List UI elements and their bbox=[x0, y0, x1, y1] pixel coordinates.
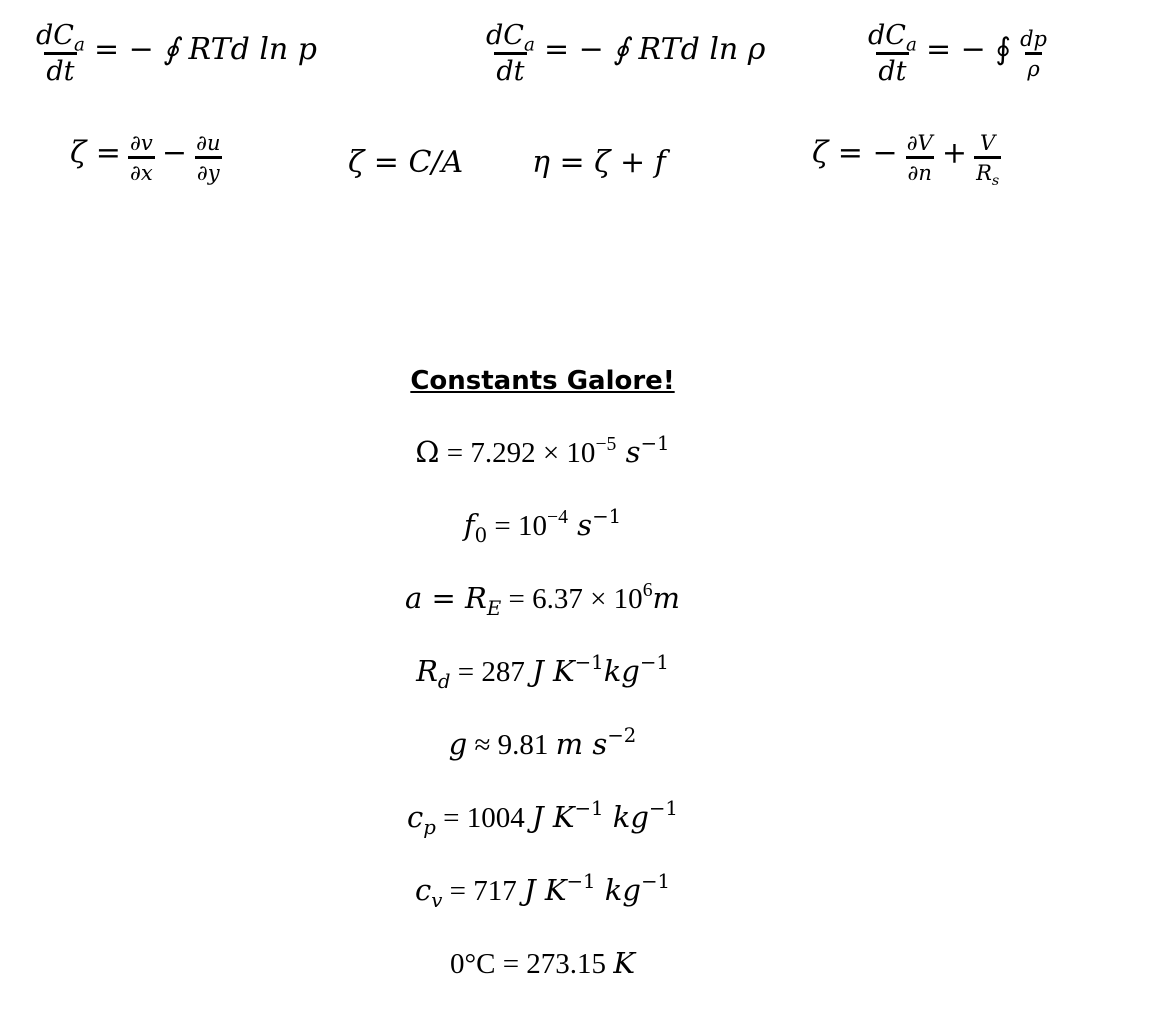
unit-2-exponent: −1 bbox=[639, 651, 669, 675]
exponent: −5 bbox=[595, 433, 617, 456]
denominator: ∂y bbox=[195, 156, 222, 184]
symbol: c bbox=[407, 800, 424, 834]
denominator: ∂x bbox=[128, 156, 155, 184]
symbol-subscript: p bbox=[423, 815, 436, 839]
value: = 717 bbox=[442, 875, 525, 907]
subscript: s bbox=[991, 173, 1000, 190]
unit: s bbox=[616, 435, 641, 469]
plus-sign: + bbox=[941, 135, 967, 171]
unit: J K bbox=[524, 873, 567, 907]
constant-gas-constant-dry bbox=[0, 651, 1085, 693]
unit-exponent: −1 bbox=[574, 797, 604, 821]
symbol-subscript: E bbox=[486, 596, 502, 620]
dv-dx-fraction bbox=[128, 132, 155, 184]
value: ≈ 9.81 bbox=[467, 729, 556, 761]
numerator: V bbox=[980, 131, 996, 155]
exponent: 6 bbox=[642, 579, 653, 602]
numerator: dC bbox=[36, 20, 74, 51]
numerator: ∂u bbox=[196, 131, 221, 155]
constant-omega bbox=[0, 432, 1085, 470]
subscript: a bbox=[523, 34, 535, 56]
dca-dt-fraction bbox=[34, 22, 87, 87]
unit-2-exponent: −1 bbox=[640, 870, 670, 894]
symbol: c bbox=[415, 873, 432, 907]
dca-dt-fraction bbox=[484, 22, 537, 87]
value: = 273.15 bbox=[495, 948, 614, 980]
constant-gravity bbox=[0, 724, 1085, 762]
rhs: = − ∮ RTd ln ρ bbox=[544, 31, 766, 67]
absolute-vorticity: η = ζ + f bbox=[532, 145, 666, 180]
V-Rs-fraction bbox=[974, 131, 1001, 190]
numerator: dp bbox=[1020, 27, 1047, 52]
constant-zero-celsius bbox=[0, 946, 1085, 981]
unit-2-exponent: −1 bbox=[648, 797, 678, 821]
circulation-eq-pressure bbox=[32, 22, 317, 87]
unit: m s bbox=[555, 727, 608, 761]
denominator: dt bbox=[44, 52, 76, 86]
unit-exponent: −2 bbox=[607, 724, 637, 748]
unit: K bbox=[613, 946, 635, 980]
natural-coordinate-vorticity bbox=[812, 131, 1003, 190]
denominator: ∂n bbox=[906, 156, 934, 184]
circulation-eq-dp-rho bbox=[864, 22, 1051, 87]
unit-2: kg bbox=[603, 800, 649, 834]
vorticity-definition bbox=[70, 132, 224, 184]
dca-dt-fraction bbox=[866, 22, 919, 87]
numerator: dC bbox=[486, 20, 524, 51]
unit-exponent: −1 bbox=[566, 870, 596, 894]
symbol: 0°C bbox=[450, 948, 496, 980]
lhs: ζ = − bbox=[812, 135, 898, 171]
value: = 7.292 × 10 bbox=[439, 437, 596, 469]
minus-sign: − bbox=[161, 135, 187, 171]
symbol: f bbox=[463, 508, 475, 542]
dp-rho-fraction bbox=[1018, 28, 1049, 80]
unit-2: kg bbox=[595, 873, 641, 907]
value: = 287 bbox=[450, 656, 533, 688]
constant-cv bbox=[0, 870, 1085, 912]
constant-f0 bbox=[0, 505, 1085, 547]
du-dy-fraction bbox=[194, 132, 222, 184]
symbol: Ω bbox=[415, 435, 440, 469]
circulation-eq-density bbox=[482, 22, 765, 87]
denominator: dt bbox=[876, 52, 908, 86]
unit-exponent: −1 bbox=[592, 505, 622, 529]
unit: m bbox=[652, 581, 681, 615]
unit-exponent: −1 bbox=[574, 651, 604, 675]
unit-exponent: −1 bbox=[640, 432, 670, 456]
denominator: dt bbox=[494, 52, 526, 86]
unit: s bbox=[567, 508, 593, 542]
symbol: g bbox=[448, 727, 468, 761]
numerator: dC bbox=[868, 20, 906, 51]
subscript: a bbox=[905, 34, 917, 56]
symbol-subscript: 0 bbox=[474, 523, 488, 547]
unit-2: kg bbox=[603, 654, 640, 688]
subscript: a bbox=[73, 34, 85, 56]
unit: J K bbox=[532, 654, 575, 688]
unit: J K bbox=[532, 800, 575, 834]
symbol-subscript: d bbox=[437, 669, 451, 693]
denominator-base: R bbox=[976, 161, 992, 186]
value: = 1004 bbox=[435, 802, 532, 834]
constants-heading: Constants Galore! bbox=[410, 366, 675, 396]
rhs-prefix: = − ∮ bbox=[926, 31, 1011, 67]
constant-earth-radius bbox=[0, 579, 1085, 620]
symbol: a = R bbox=[404, 581, 487, 615]
value: = 6.37 × 10 bbox=[501, 583, 643, 615]
value: = 10 bbox=[487, 510, 547, 542]
lhs: ζ = bbox=[70, 135, 121, 171]
denominator: ρ bbox=[1025, 52, 1041, 80]
symbol-subscript: v bbox=[431, 888, 443, 912]
numerator: ∂v bbox=[130, 131, 153, 155]
rhs: = − ∮ RTd ln p bbox=[94, 31, 317, 67]
exponent: −4 bbox=[547, 506, 568, 529]
vorticity-circulation-area: ζ = C/A bbox=[348, 145, 464, 180]
numerator: ∂V bbox=[906, 131, 933, 155]
symbol: R bbox=[416, 654, 438, 688]
dV-dn-fraction bbox=[905, 132, 935, 184]
constant-cp bbox=[0, 797, 1085, 839]
